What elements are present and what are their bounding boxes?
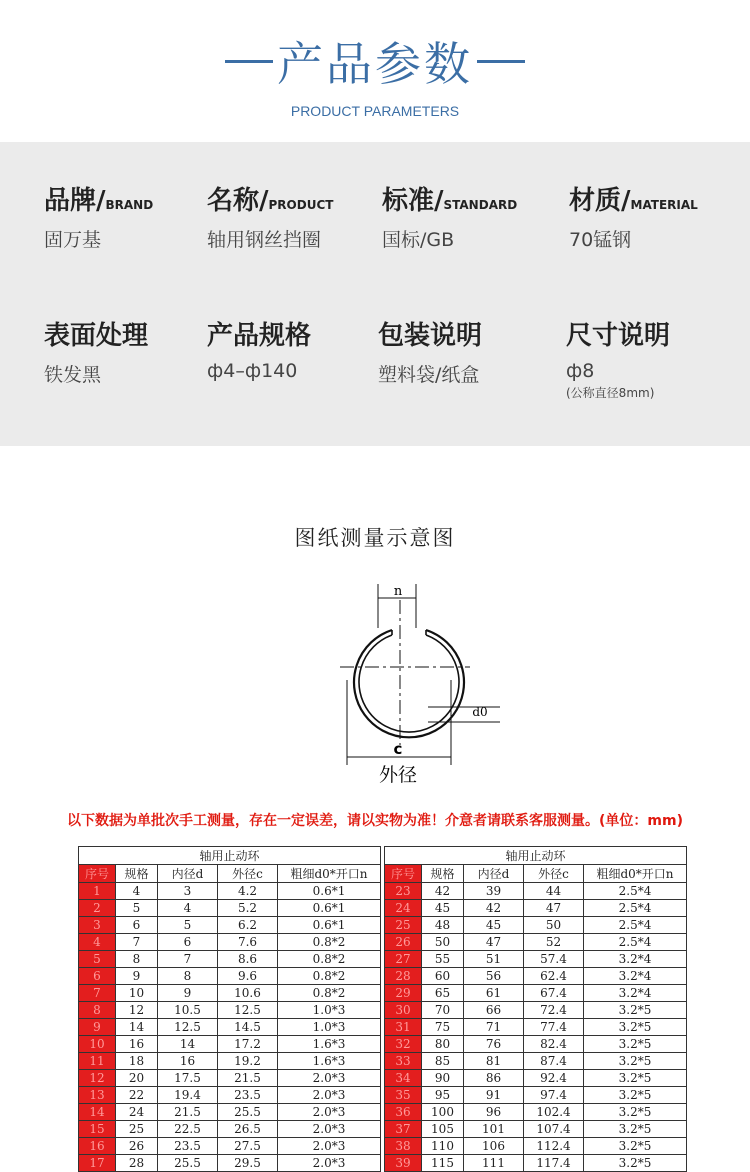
table-cell: 87.4: [524, 1053, 584, 1070]
table-cell: 12.5: [158, 1019, 218, 1036]
table-cell: 5: [158, 917, 218, 934]
table-cell: 101: [464, 1121, 524, 1138]
table-cell: 60: [422, 968, 464, 985]
table-cell: 26.5: [218, 1121, 278, 1138]
table-cell: 3.2*4: [584, 951, 687, 968]
table-cell: 16: [158, 1053, 218, 1070]
table-cell: 61: [464, 985, 524, 1002]
table-cell: 25.5: [158, 1155, 218, 1172]
table-row: [385, 1053, 687, 1070]
row-index: 15: [79, 1121, 116, 1138]
table-cell: 29.5: [218, 1155, 278, 1172]
table-row: [79, 900, 381, 917]
table-cell: 3.2*5: [584, 1036, 687, 1053]
row-index: 13: [79, 1087, 116, 1104]
param-product: [207, 180, 333, 252]
row-index: 23: [385, 883, 422, 900]
param-value: ф8: [566, 360, 595, 382]
page-header: [0, 0, 750, 142]
table-cell: 72.4: [524, 1002, 584, 1019]
param-value: 铁发黑: [44, 364, 102, 386]
row-index: 37: [385, 1121, 422, 1138]
param-label: 包装说明: [378, 321, 483, 351]
ring-diagram: [320, 580, 500, 790]
param-brand: [44, 180, 153, 252]
table-cell: 96: [464, 1104, 524, 1121]
table-cell: 20: [116, 1070, 158, 1087]
table-cell: 1.0*3: [278, 1002, 381, 1019]
table-cell: 47: [464, 934, 524, 951]
table-cell: 8.6: [218, 951, 278, 968]
table-cell: 23.5: [158, 1138, 218, 1155]
table-cell: 17.2: [218, 1036, 278, 1053]
table-cell: 65: [422, 985, 464, 1002]
param-label: 产品规格: [207, 321, 312, 351]
table-cell: 2.5*4: [584, 934, 687, 951]
table-cell: 82.4: [524, 1036, 584, 1053]
table-cell: 3.2*4: [584, 985, 687, 1002]
table-cell: 0.6*1: [278, 900, 381, 917]
table-cell: 67.4: [524, 985, 584, 1002]
table-cell: 42: [464, 900, 524, 917]
param-value: 固万基: [44, 229, 102, 251]
table-cell: 5: [116, 900, 158, 917]
table-cell: 9.6: [218, 968, 278, 985]
table-cell: 10.5: [158, 1002, 218, 1019]
table-cell: 92.4: [524, 1070, 584, 1087]
table-cell: 2.0*3: [278, 1087, 381, 1104]
table-cell: 62.4: [524, 968, 584, 985]
table-cell: 45: [422, 900, 464, 917]
table-cell: 44: [524, 883, 584, 900]
table-cell: 14: [158, 1036, 218, 1053]
table-cell: 4: [158, 900, 218, 917]
param-label: 表面处理: [44, 321, 149, 351]
row-index: 6: [79, 968, 116, 985]
table-cell: 117.4: [524, 1155, 584, 1172]
table-cell: 8: [158, 968, 218, 985]
table-cell: 1.0*3: [278, 1019, 381, 1036]
table-cell: 14: [116, 1019, 158, 1036]
row-index: 1: [79, 883, 116, 900]
row-index: 35: [385, 1087, 422, 1104]
table-cell: 45: [464, 917, 524, 934]
table-cell: 75: [422, 1019, 464, 1036]
row-index: 34: [385, 1070, 422, 1087]
table-cell: 22: [116, 1087, 158, 1104]
table-cell: 19.2: [218, 1053, 278, 1070]
table-cell: 77.4: [524, 1019, 584, 1036]
table-caption: 轴用止动环: [385, 847, 687, 865]
row-index: 36: [385, 1104, 422, 1121]
table-row: [79, 1138, 381, 1155]
table-cell: 57.4: [524, 951, 584, 968]
row-index: 12: [79, 1070, 116, 1087]
table-cell: 9: [116, 968, 158, 985]
table-cell: 56: [464, 968, 524, 985]
table-caption: 轴用止动环: [79, 847, 381, 865]
row-index: 27: [385, 951, 422, 968]
param-label: 材质/MATERIAL: [569, 186, 698, 216]
param-label: 尺寸说明: [566, 321, 671, 351]
table-cell: 23.5: [218, 1087, 278, 1104]
table-cell: 76: [464, 1036, 524, 1053]
table-row: [385, 1121, 687, 1138]
table-cell: 102.4: [524, 1104, 584, 1121]
table-cell: 97.4: [524, 1087, 584, 1104]
table-cell: 19.4: [158, 1087, 218, 1104]
spec-table-left: [78, 846, 381, 1172]
table-cell: 22.5: [158, 1121, 218, 1138]
table-cell: 21.5: [218, 1070, 278, 1087]
row-index: 10: [79, 1036, 116, 1053]
table-cell: 0.8*2: [278, 934, 381, 951]
table-row: [79, 1155, 381, 1172]
table-row: [79, 951, 381, 968]
table-cell: 0.8*2: [278, 968, 381, 985]
row-index: 5: [79, 951, 116, 968]
row-index: 33: [385, 1053, 422, 1070]
table-cell: 6: [116, 917, 158, 934]
table-cell: 3.2*5: [584, 1087, 687, 1104]
table-cell: 91: [464, 1087, 524, 1104]
table-cell: 50: [524, 917, 584, 934]
table-cell: 66: [464, 1002, 524, 1019]
table-cell: 2.5*4: [584, 883, 687, 900]
col-header-inner: 内径d: [158, 865, 218, 883]
spec-table-right: [384, 846, 687, 1172]
param-material: [569, 180, 698, 252]
table-cell: 48: [422, 917, 464, 934]
param-value: 轴用钢丝挡圈: [207, 229, 322, 251]
table-row: [79, 1104, 381, 1121]
table-cell: 3.2*5: [584, 1002, 687, 1019]
table-cell: 4.2: [218, 883, 278, 900]
table-cell: 2.5*4: [584, 900, 687, 917]
row-index: 8: [79, 1002, 116, 1019]
table-cell: 3.2*5: [584, 1121, 687, 1138]
table-cell: 12.5: [218, 1002, 278, 1019]
row-index: 32: [385, 1036, 422, 1053]
table-cell: 115: [422, 1155, 464, 1172]
row-index: 24: [385, 900, 422, 917]
param-label: 品牌/BRAND: [44, 186, 154, 216]
table-cell: 18: [116, 1053, 158, 1070]
table-cell: 2.0*3: [278, 1138, 381, 1155]
param-value: 塑料袋/纸盒: [378, 364, 480, 386]
table-row: [385, 1138, 687, 1155]
title-dash-right: [477, 60, 525, 63]
row-index: 4: [79, 934, 116, 951]
table-cell: 3.2*5: [584, 1138, 687, 1155]
table-cell: 71: [464, 1019, 524, 1036]
title-dash-left: [225, 60, 273, 63]
table-cell: 12: [116, 1002, 158, 1019]
table-row: [385, 934, 687, 951]
col-header-spec: 规格: [422, 865, 464, 883]
table-row: [385, 1104, 687, 1121]
table-row: [385, 1070, 687, 1087]
table-row: [385, 883, 687, 900]
table-cell: 8: [116, 951, 158, 968]
col-header-inner: 内径d: [464, 865, 524, 883]
row-index: 14: [79, 1104, 116, 1121]
table-cell: 0.6*1: [278, 883, 381, 900]
table-cell: 24: [116, 1104, 158, 1121]
table-row: [79, 1036, 381, 1053]
row-index: 17: [79, 1155, 116, 1172]
table-cell: 3.2*5: [584, 1155, 687, 1172]
table-row: [79, 917, 381, 934]
table-cell: 7: [158, 951, 218, 968]
table-cell: 112.4: [524, 1138, 584, 1155]
table-cell: 85: [422, 1053, 464, 1070]
table-cell: 3.2*5: [584, 1053, 687, 1070]
table-cell: 42: [422, 883, 464, 900]
row-index: 7: [79, 985, 116, 1002]
table-row: [79, 968, 381, 985]
table-cell: 39: [464, 883, 524, 900]
row-index: 25: [385, 917, 422, 934]
row-index: 3: [79, 917, 116, 934]
table-cell: 2.5*4: [584, 917, 687, 934]
row-index: 39: [385, 1155, 422, 1172]
param-value: 国标/GB: [382, 229, 455, 251]
param-value: 70锰钢: [569, 229, 632, 251]
table-cell: 5.2: [218, 900, 278, 917]
table-cell: 17.5: [158, 1070, 218, 1087]
row-index: 9: [79, 1019, 116, 1036]
table-cell: 107.4: [524, 1121, 584, 1138]
table-row: [385, 1002, 687, 1019]
table-cell: 25: [116, 1121, 158, 1138]
table-cell: 106: [464, 1138, 524, 1155]
table-cell: 16: [116, 1036, 158, 1053]
parameters-panel: [0, 142, 750, 446]
row-index: 30: [385, 1002, 422, 1019]
label-outer-diameter: 外径: [378, 764, 418, 786]
table-cell: 14.5: [218, 1019, 278, 1036]
param-value: ф4–ф140: [207, 360, 298, 382]
table-row: [385, 985, 687, 1002]
table-cell: 7.6: [218, 934, 278, 951]
param-size: [566, 315, 670, 401]
label-n: n: [393, 584, 403, 599]
table-row: [385, 1036, 687, 1053]
table-cell: 2.0*3: [278, 1070, 381, 1087]
table-cell: 2.0*3: [278, 1104, 381, 1121]
table-cell: 90: [422, 1070, 464, 1087]
table-cell: 50: [422, 934, 464, 951]
table-cell: 105: [422, 1121, 464, 1138]
param-label: 标准/STANDARD: [382, 186, 518, 216]
table-cell: 7: [116, 934, 158, 951]
table-cell: 3.2*5: [584, 1019, 687, 1036]
measurement-notice: 以下数据为单批次手工测量，存在一定误差，请以实物为准！介意者请联系客服测量。(单位：mm): [67, 813, 683, 829]
table-row: [79, 1019, 381, 1036]
ring-inner: [359, 635, 459, 732]
table-cell: 0.6*1: [278, 917, 381, 934]
table-row: [79, 934, 381, 951]
table-cell: 2.0*3: [278, 1121, 381, 1138]
table-row: [385, 917, 687, 934]
param-standard: [382, 180, 517, 252]
row-index: 16: [79, 1138, 116, 1155]
table-row: [79, 1002, 381, 1019]
table-row: [385, 900, 687, 917]
col-header-index: 序号: [79, 865, 116, 883]
table-cell: 70: [422, 1002, 464, 1019]
table-cell: 81: [464, 1053, 524, 1070]
table-cell: 95: [422, 1087, 464, 1104]
table-row: [385, 1019, 687, 1036]
table-cell: 3.2*4: [584, 968, 687, 985]
param-label: 名称/PRODUCT: [207, 186, 334, 216]
col-header-index: 序号: [385, 865, 422, 883]
table-cell: 10: [116, 985, 158, 1002]
table-cell: 52: [524, 934, 584, 951]
table-cell: 25.5: [218, 1104, 278, 1121]
row-index: 11: [79, 1053, 116, 1070]
table-cell: 55: [422, 951, 464, 968]
diagram-title: 图纸测量示意图: [294, 526, 456, 550]
table-cell: 26: [116, 1138, 158, 1155]
ring-outer: [354, 630, 464, 737]
page-subtitle: PRODUCT PARAMETERS: [290, 103, 460, 119]
table-cell: 47: [524, 900, 584, 917]
title-row: [0, 28, 750, 94]
table-cell: 3.2*5: [584, 1070, 687, 1087]
table-cell: 2.0*3: [278, 1155, 381, 1172]
table-row: [79, 1053, 381, 1070]
table-cell: 80: [422, 1036, 464, 1053]
row-index: 31: [385, 1019, 422, 1036]
table-row: [385, 1155, 687, 1172]
table-cell: 27.5: [218, 1138, 278, 1155]
table-cell: 6: [158, 934, 218, 951]
table-cell: 86: [464, 1070, 524, 1087]
table-cell: 3: [158, 883, 218, 900]
row-index: 29: [385, 985, 422, 1002]
param-packaging: [378, 315, 482, 387]
param-surface: [44, 315, 148, 387]
table-row: [79, 985, 381, 1002]
table-cell: 4: [116, 883, 158, 900]
table-row: [79, 1087, 381, 1104]
table-cell: 10.6: [218, 985, 278, 1002]
table-row: [79, 883, 381, 900]
table-cell: 1.6*3: [278, 1053, 381, 1070]
param-note: (公称直径8mm): [566, 386, 655, 400]
param-spec: [207, 315, 311, 382]
table-cell: 0.8*2: [278, 951, 381, 968]
col-header-thickness: 粗细d0*开口n: [584, 865, 687, 883]
row-index: 26: [385, 934, 422, 951]
row-index: 2: [79, 900, 116, 917]
table-row: [79, 1121, 381, 1138]
table-row: [385, 1087, 687, 1104]
table-row: [385, 951, 687, 968]
col-header-outer: 外径c: [524, 865, 584, 883]
page-title: 产品参数: [277, 37, 473, 91]
table-cell: 6.2: [218, 917, 278, 934]
label-d0: d0: [472, 705, 488, 719]
table-cell: 3.2*5: [584, 1104, 687, 1121]
table-cell: 110: [422, 1138, 464, 1155]
table-cell: 111: [464, 1155, 524, 1172]
table-cell: 0.8*2: [278, 985, 381, 1002]
table-cell: 9: [158, 985, 218, 1002]
table-cell: 1.6*3: [278, 1036, 381, 1053]
table-cell: 21.5: [158, 1104, 218, 1121]
table-row: [79, 1070, 381, 1087]
col-header-spec: 规格: [116, 865, 158, 883]
row-index: 28: [385, 968, 422, 985]
table-row: [385, 968, 687, 985]
row-index: 38: [385, 1138, 422, 1155]
table-cell: 100: [422, 1104, 464, 1121]
col-header-outer: 外径c: [218, 865, 278, 883]
table-cell: 28: [116, 1155, 158, 1172]
table-cell: 51: [464, 951, 524, 968]
label-c: c: [393, 740, 403, 758]
col-header-thickness: 粗细d0*开口n: [278, 865, 381, 883]
